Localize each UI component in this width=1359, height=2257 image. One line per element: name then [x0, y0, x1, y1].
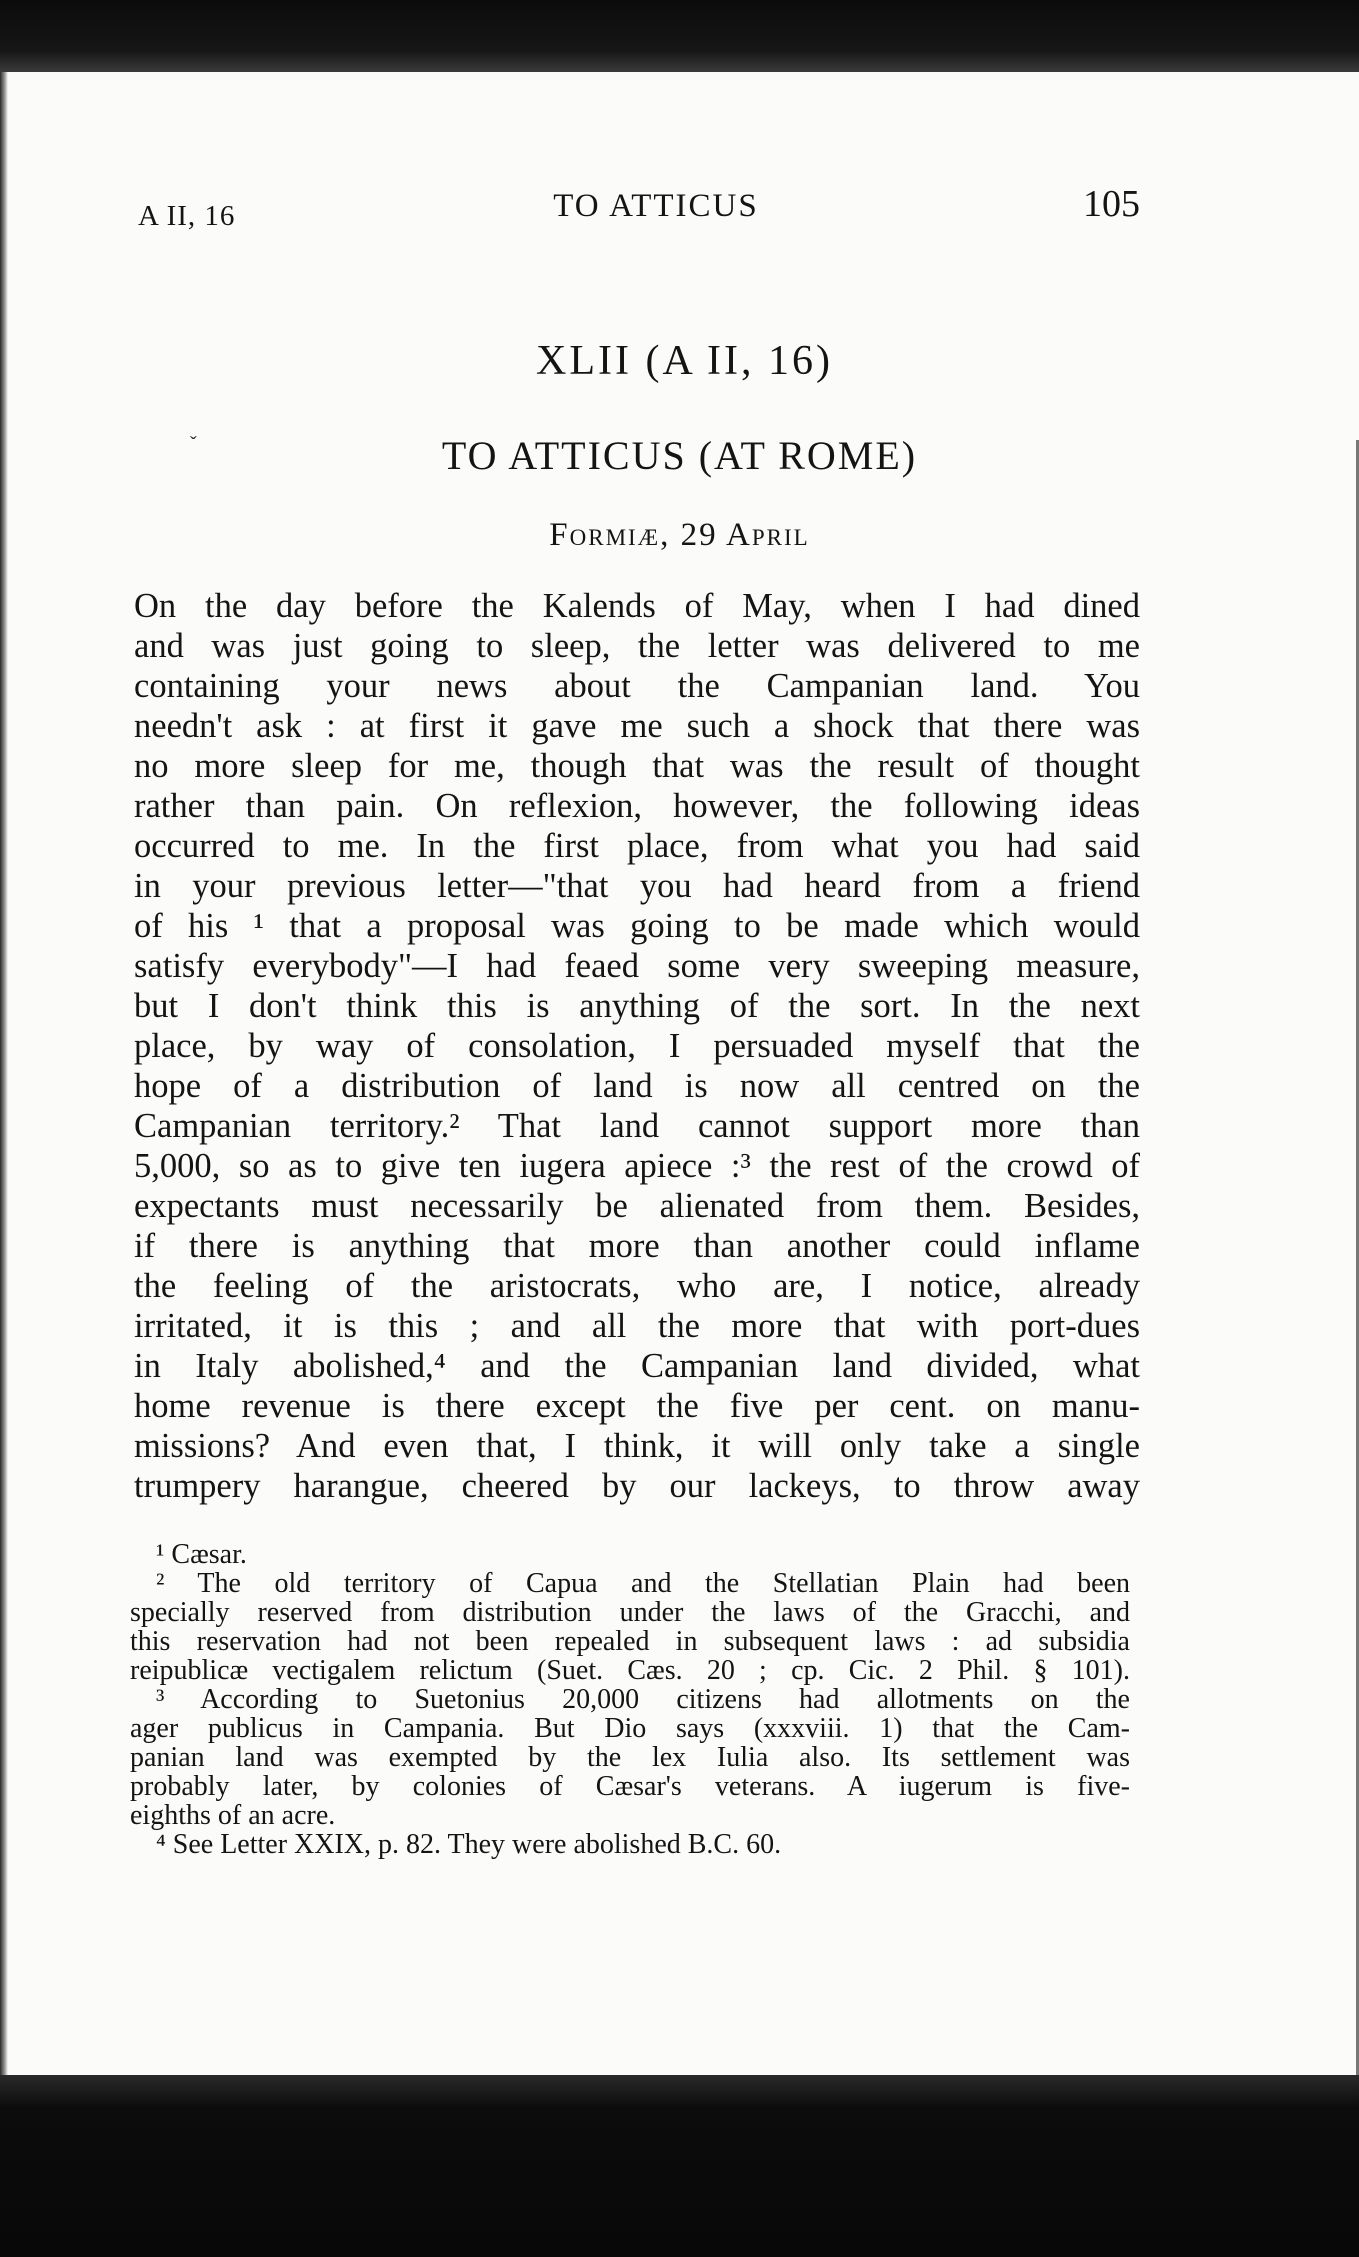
body-line: in your previous letter—"that you had heard from a friend	[134, 867, 1140, 905]
body-line: no more sleep for me, though that was the result of thought	[134, 747, 1140, 785]
footnote-3-line: eighths of an acre.	[130, 1800, 336, 1831]
running-head	[138, 183, 1140, 238]
body-line: place, by way of consolation, I persuaded myself that the	[134, 1027, 1140, 1065]
body-line: irritated, it is this ; and all the more that with port-dues	[134, 1307, 1140, 1345]
body-line: of his ¹ that a proposal was going to be made which would	[134, 907, 1140, 945]
body-line: if there is anything that more than another could inflame	[134, 1227, 1140, 1265]
ink-speck: ˇ	[190, 433, 197, 455]
footnote-3-line: ³ According to Suetonius 20,000 citizens had allotments on the	[156, 1684, 1130, 1715]
body-line: home revenue is there except the five per cent. on manu-	[134, 1387, 1140, 1425]
running-head-title: TO ATTICUS	[553, 188, 759, 224]
footnotes	[130, 1540, 1130, 1859]
footnote-3-line: probably later, by colonies of Cæsar's veterans. A iugerum is five-	[130, 1771, 1130, 1802]
body-line: On the day before the Kalends of May, when I had dined	[134, 587, 1140, 625]
body-line: the feeling of the aristocrats, who are, I notice, already	[134, 1267, 1140, 1305]
running-head-reference: A II, 16	[138, 200, 236, 232]
scan-border-bottom	[0, 2075, 1359, 2257]
body-line: containing your news about the Campanian land. You	[134, 667, 1140, 705]
body-line: rather than pain. On reflexion, however, the following ideas	[134, 787, 1140, 825]
body-line: occurred to me. In the first place, from what you had said	[134, 827, 1140, 865]
footnote-3-line: panian land was exempted by the lex Iulia also. Its settlement was	[130, 1742, 1130, 1773]
body-line: in Italy abolished,⁴ and the Campanian land divided, what	[134, 1347, 1140, 1385]
body-line: and was just going to sleep, the letter was delivered to me	[134, 627, 1140, 665]
footnote-2-line: this reservation had not been repealed in subsequent laws : ad subsidia	[130, 1626, 1130, 1657]
letter-title: TO ATTICUS (AT ROME)	[441, 433, 918, 478]
body-line: satisfy everybody"—I had feaed some very sweeping measure,	[134, 947, 1140, 985]
body-line: needn't ask : at first it gave me such a shock that there was	[134, 707, 1140, 745]
footnote-3-line: ager publicus in Campania. But Dio says (xxxviii. 1) that the Cam-	[130, 1713, 1130, 1744]
letter-body	[134, 586, 1140, 1506]
letter-dateline: Formiæ, 29 April	[549, 517, 810, 553]
body-line: expectants must necessarily be alienated from them. Besides,	[134, 1187, 1140, 1225]
page-number: 105	[1083, 183, 1140, 225]
body-line: trumpery harangue, cheered by our lackeys, to throw away	[134, 1467, 1140, 1505]
footnote-4: ⁴ See Letter XXIX, p. 82. They were abolished B.C. 60.	[156, 1829, 782, 1860]
body-line: hope of a distribution of land is now all centred on the	[134, 1067, 1140, 1105]
body-line: missions? And even that, I think, it will only take a single	[134, 1427, 1140, 1465]
body-line: 5,000, so as to give ten iugera apiece :³ the rest of the crowd of	[134, 1147, 1140, 1185]
footnote-1: ¹ Cæsar.	[156, 1539, 247, 1570]
footnote-2-line: ² The old territory of Capua and the Stellatian Plain had been	[156, 1568, 1130, 1599]
body-line: but I don't think this is anything of the sort. In the next	[134, 987, 1140, 1025]
body-line: Campanian territory.² That land cannot support more than	[134, 1107, 1140, 1145]
footnote-2-line: reipublicæ vectigalem relictum (Suet. Cæs. 20 ; cp. Cic. 2 Phil. § 101).	[130, 1655, 1130, 1686]
scan-border-top	[0, 0, 1359, 72]
letter-number: XLII (A II, 16)	[536, 338, 833, 384]
footnote-2-line: specially reserved from distribution under the laws of the Gracchi, and	[130, 1597, 1130, 1628]
